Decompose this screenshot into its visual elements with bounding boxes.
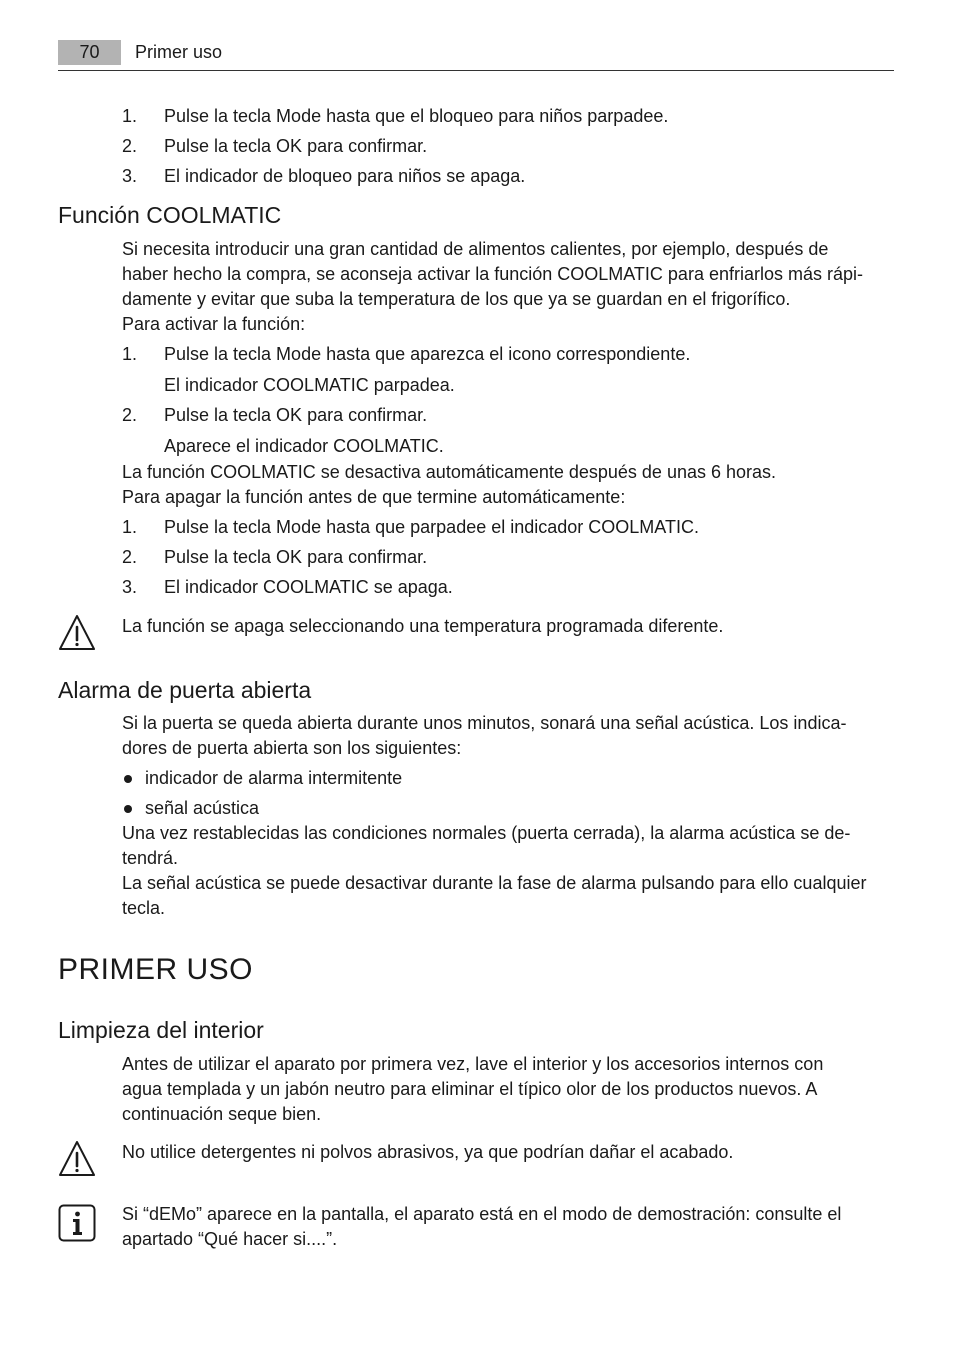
paragraph-line: haber hecho la compra, se aconseja activar la función COOLMATIC para enfriarlos más rápi- — [122, 264, 863, 284]
paragraph-line: Si necesita introducir una gran cantidad de alimentos calientes, por ejemplo, después de — [122, 239, 829, 259]
list-number: 1. — [122, 517, 138, 537]
running-title: Primer uso — [135, 42, 223, 62]
list-number: 2. — [122, 136, 138, 156]
paragraph-line: agua templada y un jabón neutro para eliminar el típico olor de los productos nuevos. A — [122, 1079, 818, 1099]
header-divider — [58, 70, 894, 71]
info-icon — [58, 1204, 96, 1242]
list-item: El indicador COOLMATIC se apaga. — [164, 577, 453, 597]
section-heading-door-alarm: Alarma de puerta abierta — [58, 677, 312, 703]
paragraph-line: continuación seque bien. — [122, 1104, 322, 1124]
list-item-result: Aparece el indicador COOLMATIC. — [164, 436, 444, 456]
section-heading-coolmatic: Función COOLMATIC — [58, 202, 282, 228]
warning-text: No utilice detergentes ni polvos abrasivos, ya que podrían dañar el acabado. — [122, 1142, 734, 1162]
paragraph-line: Antes de utilizar el aparato por primera vez, lave el interior y los accesorios internos con — [122, 1054, 824, 1074]
warning-triangle-icon — [58, 614, 96, 652]
warning-triangle-icon — [58, 1140, 96, 1178]
warning-text: La función se apaga seleccionando una temperatura programada diferente. — [122, 616, 724, 636]
section-heading-cleaning: Limpieza del interior — [58, 1017, 264, 1043]
paragraph-line: tendrá. — [122, 848, 179, 868]
list-number: 1. — [122, 106, 138, 126]
info-text: apartado “Qué hacer si....”. — [122, 1229, 338, 1249]
list-item: Pulse la tecla OK para confirmar. — [164, 405, 428, 425]
paragraph-line: La función COOLMATIC se desactiva automáticamente después de unas 6 horas. — [122, 462, 777, 482]
bullet-dot — [124, 775, 132, 783]
list-item: El indicador de bloqueo para niños se apaga. — [164, 166, 526, 186]
paragraph-line: Para apagar la función antes de que termine automáticamente: — [122, 487, 626, 507]
paragraph-line: Para activar la función: — [122, 314, 306, 334]
info-text: Si “dEMo” aparece en la pantalla, el aparato está en el modo de demostración: consulte el — [122, 1204, 842, 1224]
paragraph-line: damente y evitar que suba la temperatura de los que ya se guardan en el frigorífico. — [122, 289, 791, 309]
list-item: Pulse la tecla OK para confirmar. — [164, 547, 428, 567]
page-header — [58, 40, 894, 70]
page-number: 70 — [58, 40, 121, 65]
paragraph-line: Una vez restablecidas las condiciones normales (puerta cerrada), la alarma acústica se de- — [122, 823, 851, 843]
paragraph-line: Si la puerta se queda abierta durante unos minutos, sonará una señal acústica. Los indica- — [122, 713, 847, 733]
bullet-item: señal acústica — [145, 798, 260, 818]
chapter-heading: PRIMER USO — [58, 953, 254, 986]
list-item: Pulse la tecla Mode hasta que aparezca el icono correspondiente. — [164, 344, 691, 364]
list-item-result: El indicador COOLMATIC parpadea. — [164, 375, 455, 395]
bullet-dot — [124, 805, 132, 813]
paragraph-line: tecla. — [122, 898, 166, 918]
list-item: Pulse la tecla Mode hasta que parpadee el indicador COOLMATIC. — [164, 517, 699, 537]
bullet-item: indicador de alarma intermitente — [145, 768, 403, 788]
paragraph-line: dores de puerta abierta son los siguientes: — [122, 738, 462, 758]
list-item: Pulse la tecla Mode hasta que el bloqueo para niños parpadee. — [164, 106, 669, 126]
list-number: 3. — [122, 166, 138, 186]
list-item: Pulse la tecla OK para confirmar. — [164, 136, 428, 156]
list-number: 2. — [122, 405, 138, 425]
paragraph-line: La señal acústica se puede desactivar durante la fase de alarma pulsando para ello cualquier — [122, 873, 867, 893]
list-number: 3. — [122, 577, 138, 597]
list-number: 2. — [122, 547, 138, 567]
list-number: 1. — [122, 344, 138, 364]
